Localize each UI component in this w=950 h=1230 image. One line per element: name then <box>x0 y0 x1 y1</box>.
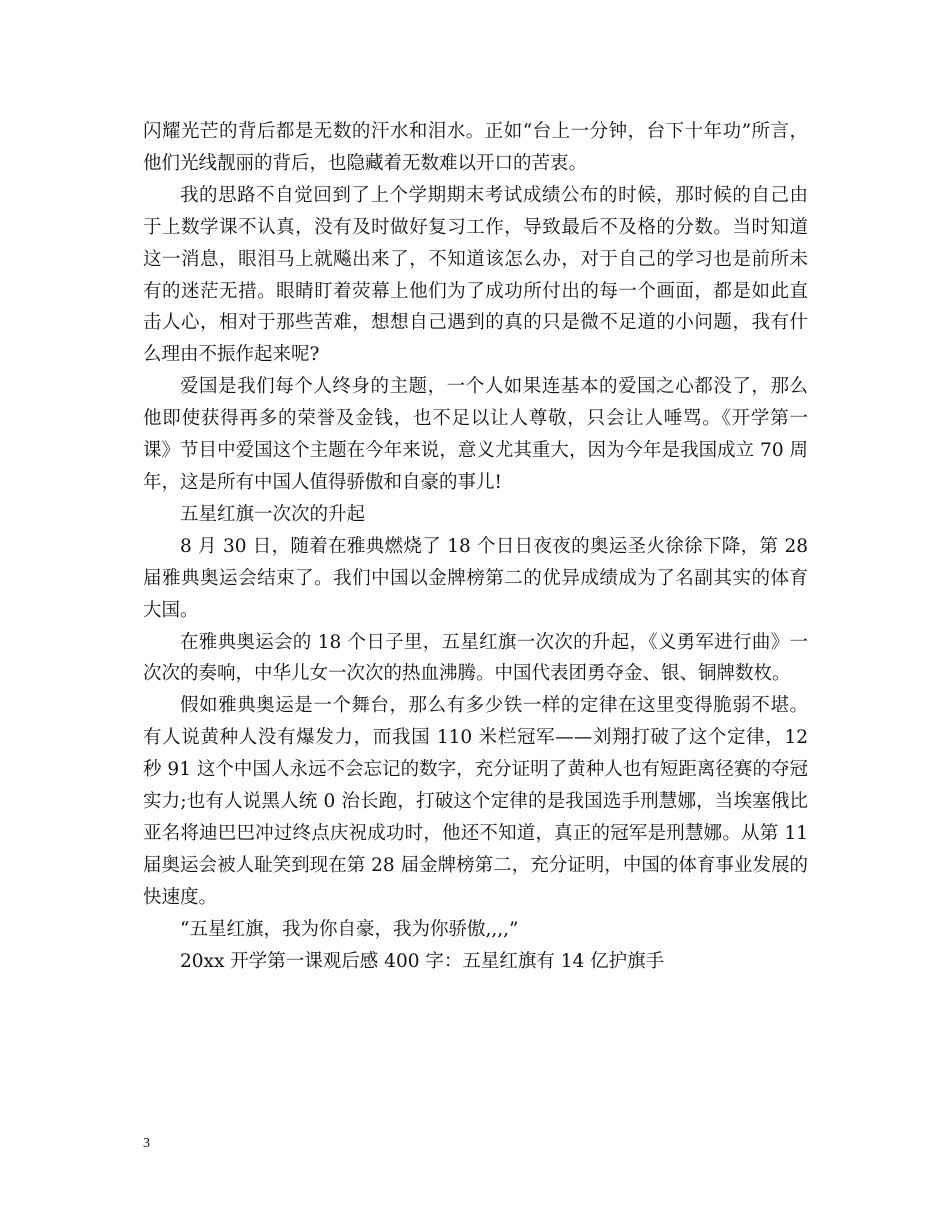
paragraph-patriotism: 爱国是我们每个人终身的主题，一个人如果连基本的爱国之心都没了，那么他即使获得再多的荣誉及金钱，也不足以让人尊敬，只会让人唾骂。《开学第一课》节目中爱国这个主题在今年来说，意义尤其重大，因为今年是我国成立 70 周年，这是所有中国人值得骄傲和自豪的事儿! <box>143 376 808 493</box>
document-body <box>143 116 808 977</box>
paragraph-continuation: 闪耀光芒的背后都是无数的汗水和泪水。正如“台上一分钟，台下十年功”所言，他们光线靓丽的背后，也隐藏着无数难以开口的苦衷。 <box>143 121 808 174</box>
section-heading-flag-rising: 五星红旗一次次的升起 <box>180 503 366 525</box>
paragraph-next-title: 20xx 开学第一课观后感 400 字：五星红旗有 14 亿护旗手 <box>180 950 665 972</box>
paragraph-broken-rules: 假如雅典奥运是一个舞台，那么有多少铁一样的定律在这里变得脆弱不堪。有人说黄种人没有爆发力，而我国 110 米栏冠军——刘翔打破了这个定律，12 秒 91 这个中国人永远不会忘记的数字，充分证明了黄种人也有短距离径赛的夺冠实力;也有人说黑人统 0 治长跑，打破这个定律的是我国选手刑慧娜，当埃塞俄比亚名将迪巴巴冲过终点庆祝成功时，他还不知道，真正的冠军是刑慧娜。从第 11 届奥运会被人耻笑到现在第 28 届金牌榜第二，充分证明，中国的体育事业发展的快速度。 <box>143 695 808 908</box>
paragraph-athens-olympics: 8 月 30 日，随着在雅典燃烧了 18 个日日夜夜的奥运圣火徐徐下降，第 28 届雅典奥运会结束了。我们中国以金牌榜第二的优异成绩成为了名副其实的体育大国。 <box>143 535 808 621</box>
paragraph-exam-memory: 我的思路不自觉回到了上个学期期末考试成绩公布的时候，那时候的自己由于上数学课不认真，没有及时做好复习工作，导致最后不及格的分数。当时知道这一消息，眼泪马上就飚出来了，不知道该怎么办，对于自己的学习也是前所未有的迷茫无措。眼睛盯着荧幕上他们为了成功所付出的每一个画面，都是如此直击人心，相对于那些苦难，想想自己遇到的真的只是微不足道的小问题，我有什么理由不振作起来呢? <box>143 184 808 366</box>
paragraph-eighteen-days: 在雅典奥运会的 18 个日子里，五星红旗一次次的升起，《义勇军进行曲》一次次的奏响，中华儿女一次次的热血沸腾。中国代表团勇夺金、银、铜牌数枚。 <box>143 631 808 685</box>
paragraph-quote: “五星红旗，我为你自豪，我为你骄傲,,,,” <box>180 918 519 940</box>
page-number: 3 <box>143 1136 150 1151</box>
